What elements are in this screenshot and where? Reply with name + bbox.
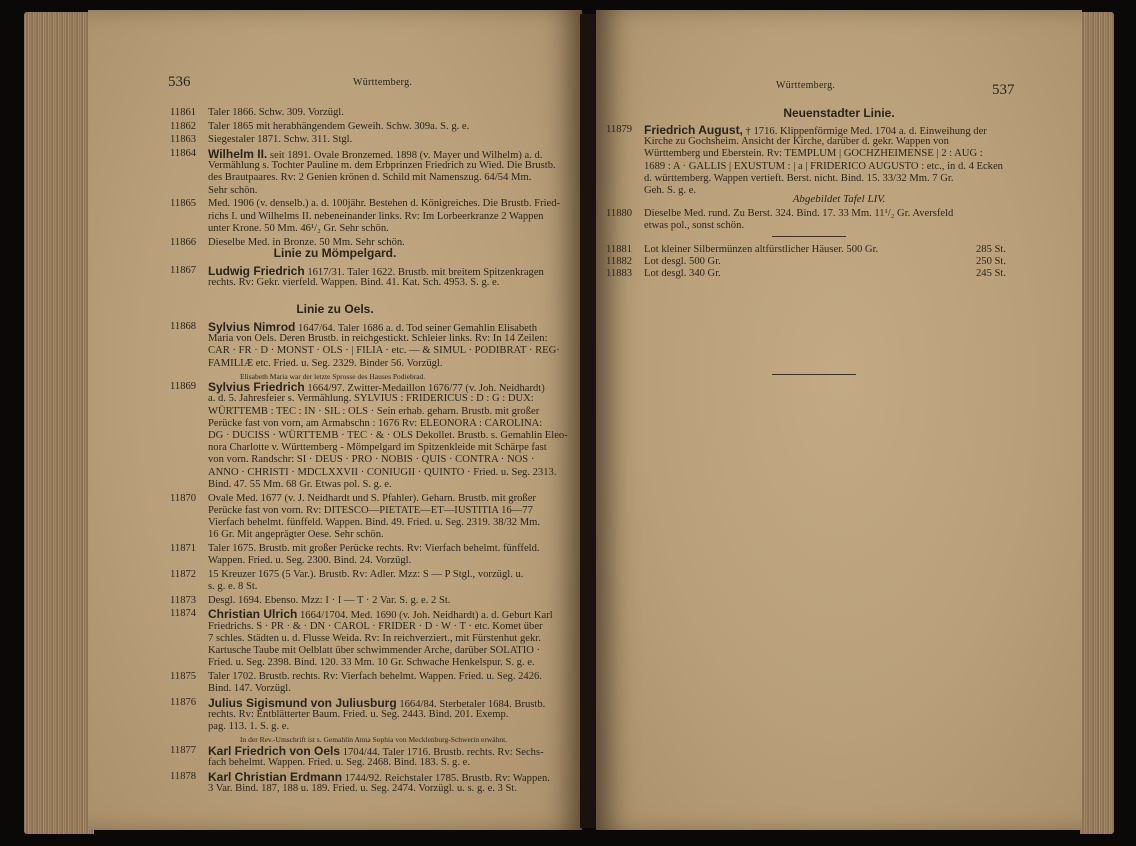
- entry-line: [208, 569, 523, 581]
- entry-line: [208, 198, 560, 210]
- entry-line: [208, 505, 533, 517]
- entry-text: 1617/31. Taler 1622. Brustb. mit breitem Spitzenkragen: [304, 267, 544, 278]
- entry-text: von vorn. Randschr: SI · DEUS · PRO · NOBIS · QUIS · CONTRA · NOS ·: [208, 454, 535, 466]
- entry-text: Dieselbe Med. in Bronze. 50 Mm. Sehr schön.: [208, 236, 405, 248]
- entry-text: Ovale Med. 1677 (v. J. Neidhardt und S. Pfahler). Geharn. Brustb. mit großer: [208, 492, 536, 504]
- entry-text: Kartusche Taube mit Oelblatt über schwimmender Arche, darüber SOLATIO ·: [208, 644, 541, 656]
- lot-number: 11882: [606, 256, 633, 267]
- ruler-name: Friedrich August,: [644, 123, 743, 137]
- lot-quantity: 245 St.: [975, 268, 1006, 279]
- lot-number: 11871: [170, 542, 197, 554]
- entry-line: [208, 333, 548, 345]
- entry-line: [208, 595, 450, 607]
- entry-text: des Brautpaares. Rv: 2 Genien krönen d. Schild mit Namenszug. 64/54 Mm.: [208, 172, 532, 184]
- running-head: Württemberg.: [776, 80, 836, 91]
- entry-line: [208, 581, 257, 593]
- lot-number: 11876: [170, 696, 197, 708]
- section-heading-neuenstadt: Neuenstadter Linie.: [783, 106, 895, 120]
- entry-text: Perücke fast von vorn. Rv: DITESCO—PIETATE—ET—IUSTITIA 16—77: [208, 504, 533, 516]
- entry-text: Sehr schön.: [208, 184, 258, 196]
- entry-line: [208, 277, 499, 289]
- entry-text: seit 1891. Ovale Bronzemed. 1898 (v. Mayer und Wilhelm) a. d.: [267, 150, 543, 162]
- entry-text: 3 Var. Bind. 187, 188 u. 189. Fried. u. Seg. 2474. Vorzügl. u. s. g. e. 3 St.: [208, 782, 517, 794]
- lot-number: 11868: [170, 321, 197, 332]
- lot-number: 11872: [170, 568, 197, 580]
- entry-line: [644, 220, 744, 232]
- entry-line: [208, 172, 531, 184]
- right-page: [596, 10, 1082, 830]
- entry-text: Geh. S. g. e.: [644, 185, 697, 196]
- lot-row: [606, 268, 1006, 280]
- entry-text: unter Krone. 50 Mm. 46¹/₂ Gr. Sehr schön.: [208, 222, 389, 234]
- ruler-name: Julius Sigismund von Juliusburg: [208, 695, 397, 710]
- entry-text: 1704/44. Taler 1716. Brustb. rechts. Rv: Sechs-: [340, 746, 544, 758]
- entry-line: [208, 621, 543, 633]
- divider-rule: [772, 236, 846, 237]
- book-fore-edge-right: [1080, 12, 1114, 834]
- divider-rule: [772, 374, 856, 375]
- entry-line: [208, 211, 543, 223]
- running-head: Württemberg.: [353, 77, 413, 88]
- entry-line: [644, 136, 949, 148]
- lot-number: 11862: [170, 120, 197, 132]
- ruler-name: Sylvius Friedrich: [208, 380, 305, 395]
- entry-text: Taler 1866. Schw. 309. Vorzügl.: [208, 107, 344, 118]
- entry-line: [208, 160, 556, 172]
- entry-line: [208, 418, 542, 430]
- entry-text: DG · DUCISS · WÜRTTEMB · TEC · & · OLS Dekollet. Brustb. s. Gemahlin Eleo-: [208, 430, 568, 442]
- entry-line: [208, 529, 384, 541]
- lot-number: 11870: [170, 492, 197, 504]
- entry-line: [208, 671, 542, 683]
- entry-text: † 1716. Klippenförmige Med. 1704 a. d. Einweihung der: [742, 126, 987, 137]
- plate-caption: Abgebildet Tafel LIV.: [792, 193, 886, 205]
- entry-text: richs I. und Wilhelms II. nebeneinander links. Rv: Im Lorbeerkranze 2 Wappen: [208, 210, 544, 222]
- lot-number: 11881: [606, 244, 633, 255]
- ruler-name: Christian Ulrich: [208, 607, 298, 622]
- entry-text: etwas pol., sonst schön.: [644, 220, 745, 232]
- entry-text: Fried. u. Seg. 2398. Bind. 120. 33 Mm. 10 Gr. Schwache Henkelspur. S. g. e.: [208, 657, 535, 669]
- section-heading-oels: Linie zu Oels.: [296, 302, 374, 316]
- entry-text: s. g. e. 8 St.: [208, 580, 258, 592]
- entry-text: pag. 113. 1. S. g. e.: [208, 721, 290, 733]
- entry-text: Wappen. Fried. u. Seg. 2300. Bind. 24. Vorzügl.: [208, 555, 412, 567]
- entry-text: Dieselbe Med. rund. Zu Berst. 324. Bind. 17. 33 Mm. 11¹/₂ Gr. Aversfeld: [644, 208, 954, 219]
- entry-line: [208, 517, 540, 529]
- entry-text: nora Charlotte v. Württemberg - Mömpelgard im Spitzenkleide mit Schärpe fast: [208, 442, 547, 454]
- entry-text: FAMILIÆ etc. Fried. u. Seg. 2329. Binder 56. Vorzügl.: [208, 357, 443, 369]
- entry-line: [208, 709, 508, 721]
- entry-footnote: Elisabeth Maria war der letzte Sprosse des Hauses Podiebrad.: [240, 371, 426, 381]
- entry-line: [208, 345, 560, 357]
- entry-line: [208, 393, 534, 405]
- lot-quantity: 285 St.: [975, 244, 1006, 255]
- entry-line: [644, 173, 953, 185]
- left-page: [88, 10, 582, 830]
- ruler-name: Wilhelm II.: [208, 147, 268, 162]
- section-heading-moempelgard: Linie zu Mömpelgard.: [273, 246, 397, 260]
- lot-number: 11879: [606, 124, 633, 135]
- entry-text: rechts. Rv: Entblätterter Baum. Fried. u. Seg. 2443. Bind. 201. Exemp.: [208, 708, 509, 720]
- lot-quantity: 250 St.: [975, 256, 1006, 267]
- entry-text: Bind. 47. 55 Mm. 68 Gr. Etwas pol. S. g. e.: [208, 478, 392, 490]
- lot-number: 11867: [170, 265, 197, 276]
- entry-text: Bind. 147. Vorzügl.: [208, 683, 291, 695]
- entry-text: Desgl. 1694. Ebenso. Mzz: I · I — T · 2 Var. S. g. e. 2 St.: [208, 594, 451, 606]
- lot-row: [606, 256, 1006, 268]
- lot-number: 11873: [170, 594, 197, 606]
- lot-number: 11863: [170, 134, 197, 146]
- page-number: 536: [168, 74, 191, 90]
- lot-number: 11875: [170, 670, 197, 682]
- entry-line: [208, 442, 547, 454]
- entry-line: [208, 683, 291, 695]
- entry-text: rechts. Rv: Gekr. vierfeld. Wappen. Bind. 41. Kat. Sch. 4953. S. g. e.: [208, 277, 500, 289]
- entry-line: [208, 358, 443, 370]
- entry-text: Kirche zu Gochsheim. Ansicht der Kirche, darüber d. gekr. Wappen von: [644, 136, 949, 148]
- entry-text: Med. 1906 (v. denselb.) a. d. 100jähr. Bestehen d. Königreiches. Die Brustb. Fried-: [208, 198, 561, 210]
- entry-line: [208, 467, 556, 479]
- entry-line: [644, 148, 983, 160]
- entry-text: Maria von Oels. Deren Brustb. in reichgestickt. Schleier links. Rv: In 14 Zeilen:: [208, 333, 548, 345]
- lot-description: Lot desgl. 340 Gr.: [644, 268, 721, 279]
- entry-line: [208, 757, 470, 769]
- ruler-name: Sylvius Nimrod: [208, 320, 296, 334]
- entry-line: [208, 107, 344, 119]
- entry-text: 1744/92. Reichstaler 1785. Brustb. Rv: Wappen.: [342, 772, 550, 784]
- book-fore-edge-left: [24, 12, 94, 834]
- lot-number: 11880: [606, 208, 633, 219]
- entry-text: 1664/84. Sterbetaler 1684. Brustb.: [396, 698, 546, 710]
- entry-line: [208, 454, 534, 466]
- lot-number: 11865: [170, 198, 197, 210]
- ruler-name: Ludwig Friedrich: [208, 264, 305, 278]
- entry-line: [208, 645, 540, 657]
- entry-text: 1664/1704. Med. 1690 (v. Joh. Neidhardt) a. d. Geburt Karl: [297, 610, 553, 622]
- entry-line: [208, 633, 541, 645]
- lot-number: 11877: [170, 744, 197, 756]
- entry-footnote: In der Rev.-Umschrift ist s. Gemahlin Anna Sophia von Mecklenburg-Schwerin erwähnt.: [240, 735, 508, 745]
- lot-number: 11878: [170, 770, 197, 782]
- entry-line: [208, 430, 568, 442]
- entry-text: Vierfach behelmt. fünffeld. Wappen. Bind. 49. Fried. u. Seg. 2319. 38/32 Mm.: [208, 516, 541, 528]
- lot-number: 11883: [606, 268, 633, 279]
- entry-text: Taler 1702. Brustb. rechts. Rv: Vierfach behelmt. Wappen. Fried. u. Seg. 2426.: [208, 670, 542, 682]
- lot-number: 11869: [170, 381, 197, 393]
- entry-text: 1664/97. Zwitter-Medaillon 1676/77 (v. Joh. Neidhardt): [304, 383, 545, 395]
- entry-text: Württemberg und Eberstein. Rv: TEMPLUM | GOCHZHEIMENSE | 2 : AUG :: [644, 148, 983, 160]
- entry-text: Vermählung s. Tochter Pauline m. dem Erbprinzen Friedrich zu Wied. Die Brustb.: [208, 160, 556, 172]
- entry-text: 1689 : A · GALLIS | EXUSTUM : | a | FRIDERICO AUGUSTO : etc., in d. 4 Ecken: [644, 160, 1003, 172]
- entry-line: [208, 223, 389, 235]
- entry-line: [208, 657, 535, 669]
- entry-text: 15 Kreuzer 1675 (5 Var.). Brustb. Rv: Adler. Mzz: S — P Stgl., vorzügl. u.: [208, 568, 524, 580]
- entry-line: [644, 161, 1003, 173]
- lot-description: Lot desgl. 500 Gr.: [644, 256, 721, 267]
- lot-description: Lot kleiner Silbermünzen altfürstlicher Häuser. 500 Gr.: [644, 244, 879, 255]
- entry-line: [208, 134, 352, 146]
- page-number: 537: [992, 82, 1015, 98]
- entry-line: [208, 721, 289, 733]
- entry-text: 7 schles. Städten u. d. Flusse Weida. Rv: In reichverziert., mit Fürstenhut gekr.: [208, 632, 541, 644]
- lot-number: 11866: [170, 236, 197, 248]
- entry-line: [208, 555, 411, 567]
- entry-text: d. württemberg. Wappen vertieft. Berst. nicht. Bind. 15. 33/32 Mm. 7 Gr.: [644, 172, 954, 184]
- entry-line: [208, 479, 392, 491]
- entry-text: Taler 1865 mit herabhängendem Geweih. Schw. 309a. S. g. e.: [208, 120, 470, 132]
- entry-text: WÜRTTEMB : TEC : IN · SIL : OLS · Sein erhab. geharn. Brustb. mit großer: [208, 405, 540, 417]
- entry-line: [208, 783, 517, 795]
- entry-text: CAR · FR · D · MONST · OLS · | FILIA · etc. — & SIMUL · PODIBRAT · REG·: [208, 345, 560, 357]
- entry-text: fach behelmt. Wappen. Fried. u. Seg. 2468. Bind. 183. S. g. e.: [208, 757, 470, 769]
- lot-number: 11874: [170, 608, 197, 620]
- entry-line: [208, 543, 540, 555]
- ruler-name: Karl Friedrich von Oels: [208, 743, 341, 758]
- entry-line: [208, 406, 539, 418]
- entry-line: [208, 493, 536, 505]
- entry-line: [208, 185, 257, 197]
- entry-line: [208, 121, 469, 133]
- entry-text: Friedrichs. S · PR · & · DN · CAROL · FRIDER · D · W · T · etc. Komet über: [208, 620, 543, 632]
- entry-text: 16 Gr. Mit angeprägter Oese. Sehr schön.: [208, 529, 384, 541]
- entry-text: Perücke fast von vorn, am Armabschn : 1676 Rv: ELEONORA : CAROLINA:: [208, 417, 543, 429]
- entry-line: [644, 208, 953, 220]
- lot-number: 11864: [170, 148, 197, 160]
- entry-text: a. d. 5. Jahresfeier s. Vermählung. SYLVIUS : FRIDERICUS : D : G : DUX:: [208, 393, 534, 405]
- entry-text: Siegestaler 1871. Schw. 311. Stgl.: [208, 134, 353, 146]
- entry-text: Taler 1675. Brustb. mit großer Perücke rechts. Rv: Vierfach behelmt. fünffeld.: [208, 542, 540, 554]
- entry-text: ANNO · CHRISTI · MDCLXXVII · CONIUGII · QUINTO · Fried. u. Seg. 2313.: [208, 466, 557, 478]
- ruler-name: Karl Christian Erdmann: [208, 769, 343, 784]
- entry-text: 1647/64. Taler 1686 a. d. Tod seiner Gemahlin Elisabeth: [295, 323, 538, 334]
- lot-row: [606, 244, 1006, 256]
- lot-number: 11861: [170, 107, 197, 118]
